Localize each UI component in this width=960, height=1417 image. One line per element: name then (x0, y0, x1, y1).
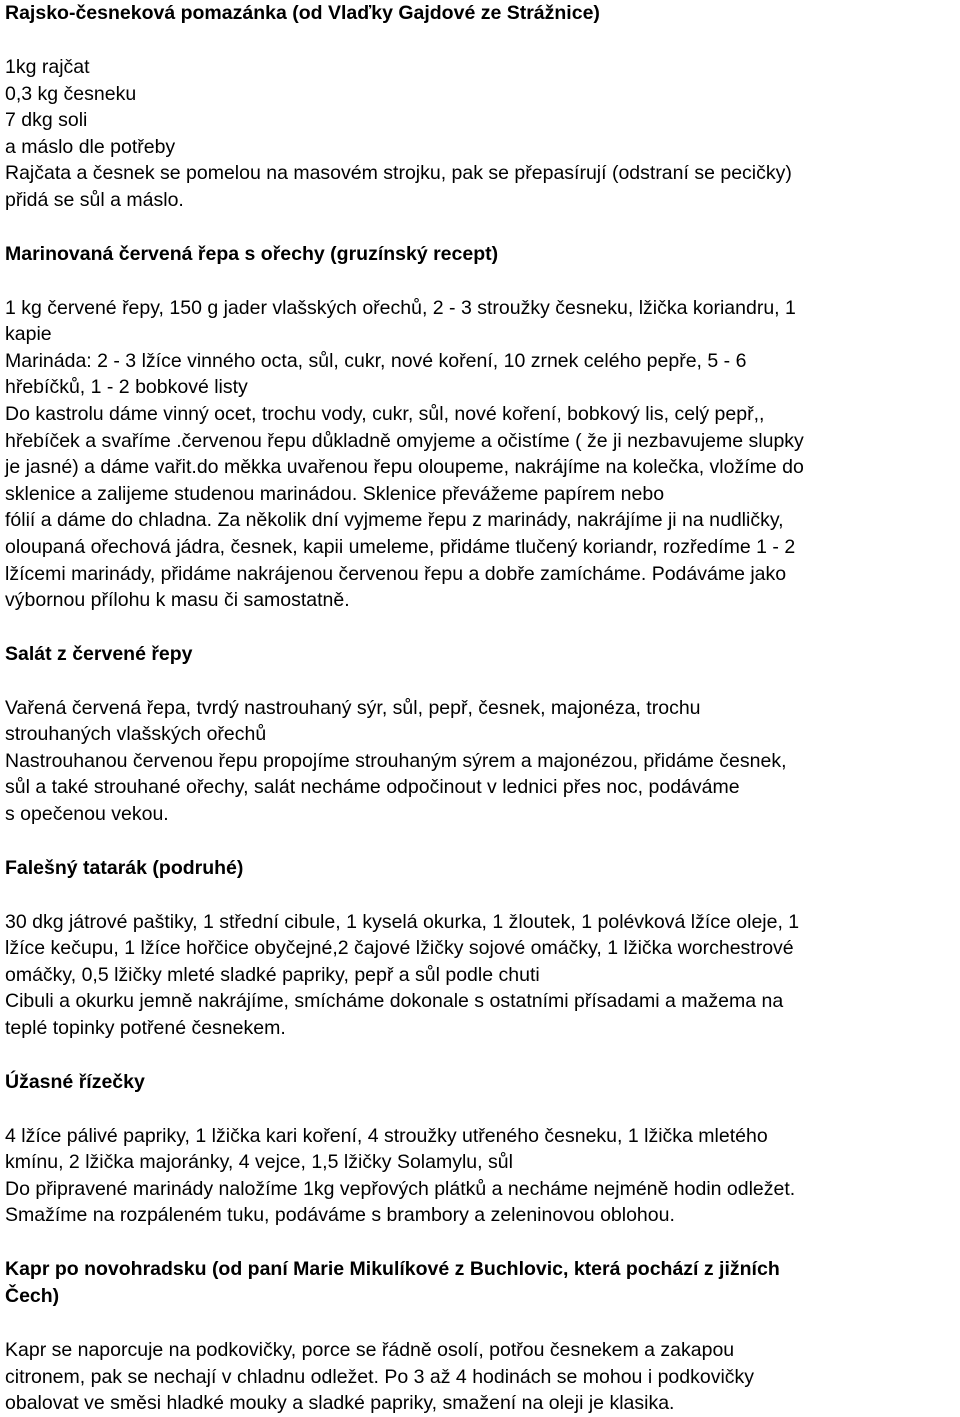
recipe-body (5, 909, 957, 1042)
text-line: 7 dkg soli (5, 109, 88, 132)
recipe-title (5, 0, 957, 27)
recipe-title (5, 1256, 957, 1310)
recipe-body (5, 54, 957, 214)
recipe-title (5, 1069, 957, 1096)
text-line: teplé topinky potřené česnekem. (5, 1017, 286, 1040)
recipe-section-1 (5, 0, 957, 214)
text-line: citronem, pak se nechají v chladnu odležet. Po 3 až 4 hodinách se mohou i podkovičky (5, 1365, 755, 1388)
recipe-body (5, 695, 957, 828)
text-line: hřebíčků, 1 - 2 bobkové listy (5, 376, 248, 399)
text-line: Cibuli a okurku jemně nakrájíme, smícháme dokonale s ostatními přísadami a mažema na (5, 990, 784, 1013)
text-line: fólií a dáme do chladna. Za několik dní vyjmeme řepu z marinády, nakrájíme ji na nudličky, (5, 509, 784, 532)
title-line: Falešný tatarák (podruhé) (5, 856, 244, 879)
recipe-title (5, 855, 957, 882)
title-line: Salát z červené řepy (5, 642, 193, 665)
text-line: Marináda: 2 - 3 lžíce vinného octa, sůl, cukr, nové koření, 10 zrnek celého pepře, 5 - 6 (5, 349, 747, 372)
title-line: Rajsko-česneková pomazánka (od Vlaďky Gajdové ze Strážnice) (5, 2, 600, 24)
text-line: výbornou přílohu k masu či samostatně. (5, 589, 350, 612)
text-line: Rajčata a česnek se pomelou na masovém strojku, pak se přepasírují (odstraní se pecičky) (5, 162, 792, 185)
recipe-section-4 (5, 855, 957, 1042)
text-line: oloupaná ořechová jádra, česnek, kapii umeleme, přidáme tlučený koriandr, rozředíme 1 - 2 (5, 535, 796, 558)
text-line: lžíce kečupu, 1 lžíce hořčice obyčejné,2 čajové lžičky sojové omáčky, 1 lžička worchestrové (5, 937, 794, 960)
text-line: Do připravené marinády naložíme 1kg vepřových plátků a necháme nejméně hodin odležet. (5, 1177, 796, 1200)
text-line: lžícemi marinády, přidáme nakrájenou červenou řepu a dobře zamícháme. Podáváme jako (5, 562, 787, 585)
recipe-document (5, 0, 957, 1417)
recipe-body (5, 1337, 957, 1417)
text-line: přidá se sůl a máslo. (5, 188, 184, 211)
text-line: Do kastrolu dáme vinný ocet, trochu vody, cukr, sůl, nové koření, bobkový lis, celý pepř,, (5, 402, 765, 425)
recipe-title (5, 641, 957, 668)
title-line: Čech) (5, 1285, 60, 1307)
text-line: strouhaných vlašských ořechů (5, 723, 267, 746)
text-line: je jasné) a dáme vařit.do měkka uvařenou řepu oloupeme, nakrájíme na kolečka, vložíme do (5, 456, 804, 479)
text-line: sůl a také strouhané ořechy, salát necháme odpočinout v lednici přes noc, podáváme (5, 776, 740, 799)
title-line: Úžasné řízečky (5, 1070, 145, 1093)
text-line: 1kg rajčat (5, 56, 90, 78)
text-line: Kapr se naporcuje na podkovičky, porce se řádně osolí, potřou česnekem a zakapou (5, 1339, 735, 1361)
recipe-body (5, 295, 957, 614)
recipe-section-6 (5, 1256, 957, 1417)
title-line: Kapr po novohradsku (od paní Marie Mikulíkové z Buchlovic, která pochází z jižních (5, 1258, 780, 1280)
recipe-title (5, 241, 957, 268)
text-line: Smažíme na rozpáleném tuku, podáváme s brambory a zeleninovou oblohou. (5, 1204, 675, 1227)
recipe-section-2 (5, 241, 957, 614)
recipe-body (5, 1123, 957, 1229)
text-line: kmínu, 2 lžička majoránky, 4 vejce, 1,5 lžičky Solamylu, sůl (5, 1151, 513, 1174)
text-line: obalovat ve směsi hladké mouky a sladké papriky, smažení na oleji je klasika. (5, 1392, 675, 1415)
title-line: Marinovaná červená řepa s ořechy (gruzínský recept) (5, 242, 499, 265)
recipe-section-3 (5, 641, 957, 828)
text-line: 4 lžíce pálivé papriky, 1 lžička kari koření, 4 stroužky utřeného česneku, 1 lžička mletého (5, 1124, 768, 1147)
text-line: kapie (5, 323, 52, 346)
text-line: 0,3 kg česneku (5, 82, 137, 105)
text-line: a máslo dle potřeby (5, 135, 176, 158)
text-line: hřebíček a svaříme .červenou řepu důkladně omyjeme a očistíme ( že ji nezbavujeme slupky (5, 429, 804, 452)
text-line: omáčky, 0,5 lžičky mleté sladké papriky, pepř a sůl podle chuti (5, 963, 540, 986)
text-line: 30 dkg játrové paštiky, 1 střední cibule, 1 kyselá okurka, 1 žloutek, 1 polévková lžíce oleje, 1 (5, 910, 800, 933)
text-line: Nastrouhanou červenou řepu propojíme strouhaným sýrem a majonézou, přidáme česnek, (5, 749, 787, 772)
text-line: s opečenou vekou. (5, 803, 169, 826)
text-line: Vařená červená řepa, tvrdý nastrouhaný sýr, sůl, pepř, česnek, majonéza, trochu (5, 696, 701, 719)
text-line: sklenice a zalijeme studenou marinádou. Sklenice převážeme papírem nebo (5, 482, 665, 505)
recipe-section-5 (5, 1069, 957, 1229)
text-line: 1 kg červené řepy, 150 g jader vlašských ořechů, 2 - 3 stroužky česneku, lžička koriandru, 1 (5, 296, 796, 319)
